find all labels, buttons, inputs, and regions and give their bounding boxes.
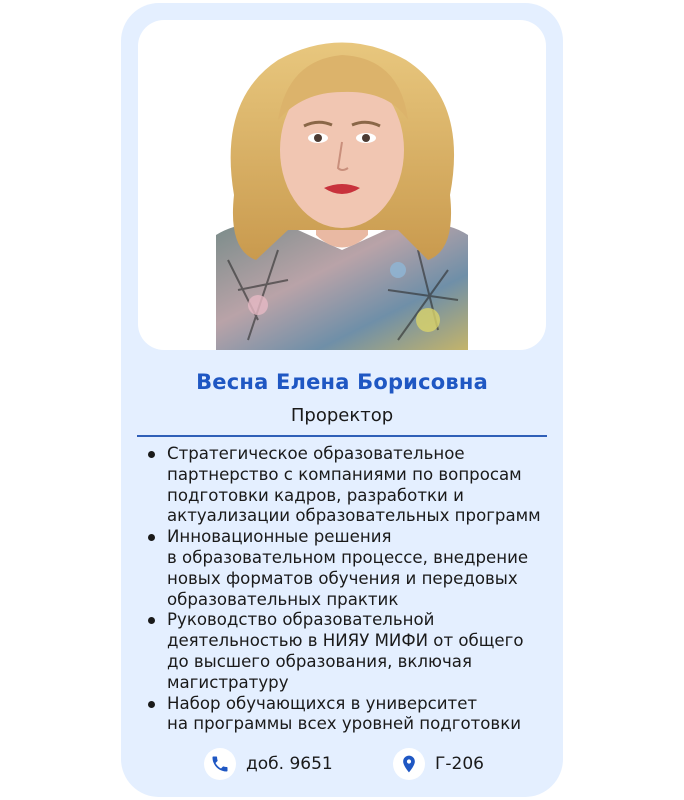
portrait-photo (138, 20, 546, 350)
person-name: Весна Елена Борисовна (196, 370, 488, 394)
location-pin-icon (393, 748, 425, 780)
duty-text: Стратегическое образовательное партнерство с компаниями по вопросам подготовки кадров, разработки и актуализации образовательных программ (167, 444, 541, 526)
list-item (145, 444, 560, 527)
phone-icon (204, 748, 236, 780)
duty-text: Набор обучающихся в университет на программы всех уровней подготовки (167, 693, 522, 734)
portrait-illustration (138, 20, 546, 350)
list-item (145, 610, 560, 693)
duty-text: Инновационные решения в образовательном процессе, внедрение новых форматов обучения и передовых образовательных практик (167, 527, 529, 609)
duty-text: Руководство образовательной деятельностью в НИЯУ МИФИ от общего до высшего образования, включая магистратуру (167, 610, 524, 692)
duties-list (145, 444, 560, 735)
phone-contact[interactable] (204, 748, 333, 780)
room-number: Г-206 (435, 754, 484, 774)
room-contact[interactable] (393, 748, 484, 780)
person-position: Проректор (290, 405, 394, 426)
list-item (145, 527, 560, 610)
list-item (145, 694, 560, 736)
phone-extension: доб. 9651 (246, 754, 333, 774)
divider (137, 435, 547, 437)
